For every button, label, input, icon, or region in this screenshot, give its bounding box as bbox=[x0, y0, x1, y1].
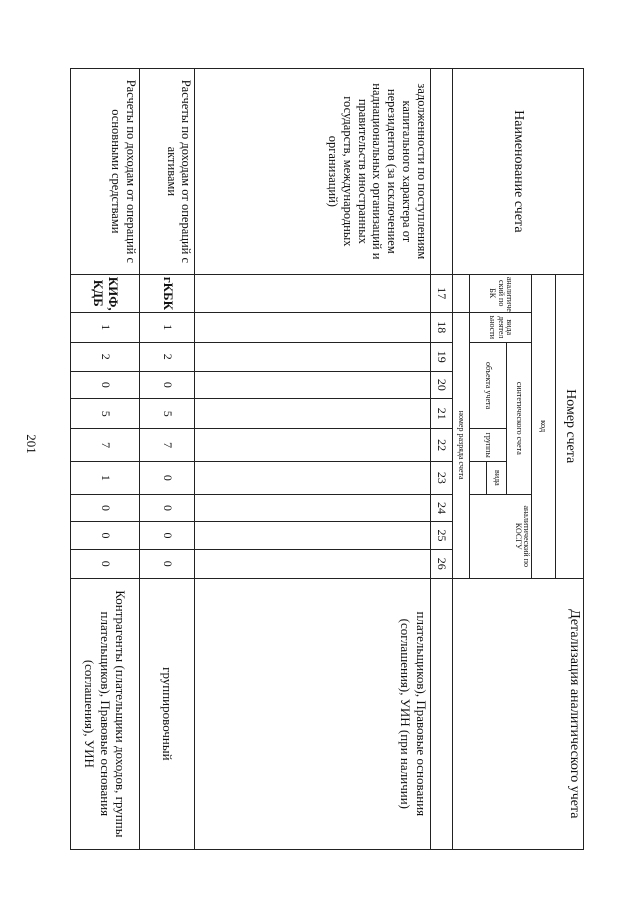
row-cell: 0 bbox=[71, 371, 140, 399]
table-row bbox=[195, 69, 430, 850]
row-cell: 0 bbox=[140, 494, 195, 522]
digit-col-21: 21 bbox=[430, 399, 452, 429]
row-analytic-detail: группировочный bbox=[140, 578, 195, 849]
header-empty bbox=[452, 274, 469, 312]
header-code: код bbox=[531, 274, 555, 578]
row-cell: 5 bbox=[71, 399, 140, 429]
row-analytic-detail: плательщиков), Правовые основания (соглашения), УИН (при наличии) bbox=[195, 578, 430, 849]
row-cell: 2 bbox=[71, 342, 140, 371]
header-type-blank bbox=[469, 462, 486, 495]
row-cell: 0 bbox=[71, 549, 140, 578]
row-cell bbox=[195, 312, 430, 342]
row-cell: 0 bbox=[140, 462, 195, 495]
header-account-number: Номер счета bbox=[555, 274, 583, 578]
digit-col-26: 26 bbox=[430, 549, 452, 578]
header-activity-type: вида деятел ьности bbox=[469, 312, 531, 342]
digit-row-blank bbox=[430, 69, 452, 275]
header-synthetic-account: синтетического счета bbox=[506, 342, 531, 494]
row-cell bbox=[195, 274, 430, 312]
row-cell: гКБК bbox=[140, 274, 195, 312]
header-account-name: Наименование счета bbox=[452, 69, 583, 275]
digit-col-20: 20 bbox=[430, 371, 452, 399]
row-cell bbox=[195, 494, 430, 522]
row-cell: 7 bbox=[140, 429, 195, 462]
row-cell bbox=[195, 371, 430, 399]
header-accounting-object: объекта учета bbox=[469, 342, 506, 428]
row-cell: 0 bbox=[140, 549, 195, 578]
header-analytic-kosgu: аналитический по КОСГУ bbox=[469, 494, 531, 578]
row-cell: КИФ, КДБ bbox=[71, 274, 140, 312]
row-cell bbox=[195, 462, 430, 495]
page-number: 201 bbox=[24, 434, 39, 454]
row-cell: 0 bbox=[140, 522, 195, 550]
digit-col-22: 22 bbox=[430, 429, 452, 462]
header-group: группы bbox=[469, 429, 506, 462]
row-cell bbox=[195, 429, 430, 462]
row-cell: 7 bbox=[71, 429, 140, 462]
row-cell: 0 bbox=[71, 494, 140, 522]
row-cell bbox=[195, 342, 430, 371]
digit-col-24: 24 bbox=[430, 494, 452, 522]
header-analytic-bk: аналитиче ский по БК bbox=[469, 274, 531, 312]
digit-col-19: 19 bbox=[430, 342, 452, 371]
digit-col-17: 17 bbox=[430, 274, 452, 312]
rotated-table-frame bbox=[70, 68, 584, 850]
row-cell bbox=[195, 399, 430, 429]
row-cell: 1 bbox=[140, 312, 195, 342]
account-table bbox=[70, 68, 584, 850]
header-analytic-detail: Детализация аналитического учета bbox=[452, 578, 583, 849]
table-row bbox=[140, 69, 195, 850]
row-cell: 0 bbox=[71, 522, 140, 550]
digit-col-18: 18 bbox=[430, 312, 452, 342]
header-type: вида bbox=[486, 462, 506, 495]
row-cell bbox=[195, 522, 430, 550]
row-account-name: Расчеты по доходам от операций с основными средствами bbox=[71, 69, 140, 275]
digit-col-25: 25 bbox=[430, 522, 452, 550]
digit-row-detail-blank bbox=[430, 578, 452, 849]
row-cell: 0 bbox=[140, 371, 195, 399]
account-table-sheet bbox=[70, 68, 584, 850]
row-cell: 1 bbox=[71, 312, 140, 342]
table-row bbox=[71, 69, 140, 850]
row-cell: 2 bbox=[140, 342, 195, 371]
row-cell: 1 bbox=[71, 462, 140, 495]
header-digit-number: номер разряда счета bbox=[452, 312, 469, 578]
row-cell: 5 bbox=[140, 399, 195, 429]
row-account-name: Расчеты по доходам от операций с активами bbox=[140, 69, 195, 275]
row-cell bbox=[195, 549, 430, 578]
digit-col-23: 23 bbox=[430, 462, 452, 495]
row-analytic-detail: Контрагенты (плательщики доходов, группы плательщиков), Правовые основания (соглашения), УИН bbox=[71, 578, 140, 849]
row-account-name: задолженности по поступлениям капитального характера от нерезидентов (за исключением наднациональных организаций и правительств иностранных государств, международных организаций) bbox=[195, 69, 430, 275]
